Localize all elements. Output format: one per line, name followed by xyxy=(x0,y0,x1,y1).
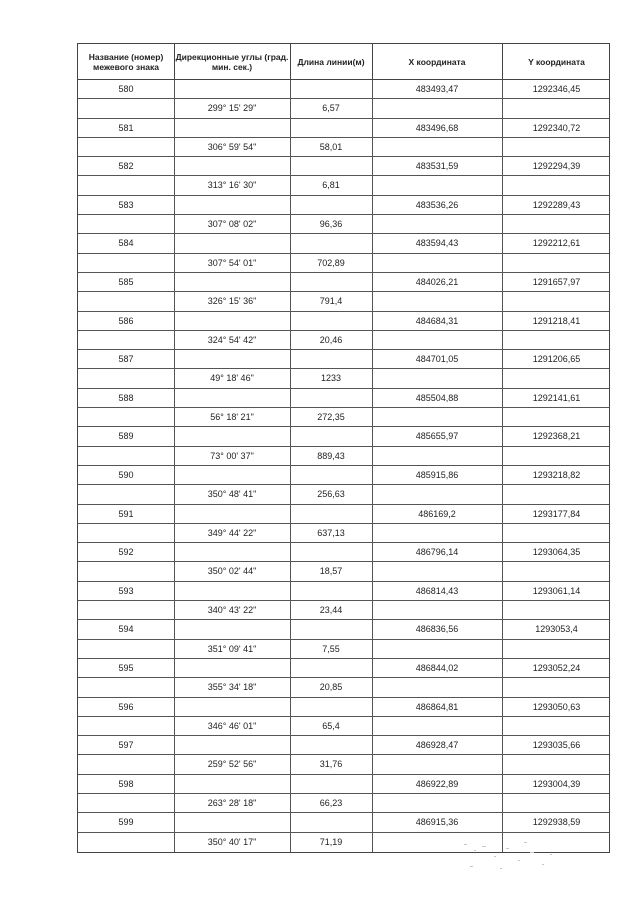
divider xyxy=(174,813,175,831)
divider xyxy=(502,717,503,735)
x-coordinate: 485915,86 xyxy=(415,469,459,480)
divider xyxy=(372,601,373,619)
y-coordinate: 1293064,35 xyxy=(532,547,581,558)
y-coordinate: 1292289,43 xyxy=(532,199,581,210)
x-coordinate: 486836,56 xyxy=(415,624,459,635)
table-row-segment xyxy=(78,292,609,311)
table-row-point xyxy=(78,427,609,446)
table-row-segment xyxy=(78,215,609,234)
divider xyxy=(502,292,503,310)
divider xyxy=(290,389,291,407)
divider xyxy=(502,254,503,272)
divider xyxy=(174,505,175,523)
table-row-segment xyxy=(78,562,609,581)
divider xyxy=(174,582,175,600)
divider xyxy=(372,331,373,349)
line-length: 66,23 xyxy=(319,797,343,808)
line-length: 65,4 xyxy=(322,720,340,731)
point-name: 582 xyxy=(118,161,134,172)
table-row-point xyxy=(78,659,609,678)
line-length: 256,63 xyxy=(317,489,345,500)
direction-angle: 259° 52' 56" xyxy=(207,759,257,770)
divider xyxy=(290,736,291,754)
divider xyxy=(372,640,373,658)
divider xyxy=(290,196,291,214)
divider xyxy=(372,138,373,156)
table-row-point xyxy=(78,582,609,601)
x-coordinate: 486864,81 xyxy=(415,701,459,712)
point-name: 592 xyxy=(118,547,134,558)
divider xyxy=(174,620,175,638)
direction-angle: 340° 43' 22" xyxy=(207,605,257,616)
point-name: 587 xyxy=(118,354,134,365)
point-name: 598 xyxy=(118,778,134,789)
line-length: 71,19 xyxy=(319,836,343,847)
divider xyxy=(372,408,373,426)
table-row-segment xyxy=(78,138,609,157)
x-coordinate: 484026,21 xyxy=(415,276,459,287)
x-coordinate: 486796,14 xyxy=(415,547,459,558)
y-coordinate: 1293177,84 xyxy=(532,508,581,519)
divider xyxy=(502,215,503,233)
divider xyxy=(502,176,503,194)
table-row-segment xyxy=(78,640,609,659)
y-coordinate: 1291218,41 xyxy=(532,315,581,326)
x-coordinate: 485504,88 xyxy=(415,392,459,403)
table-row-segment xyxy=(78,794,609,813)
x-coordinate: 486814,43 xyxy=(415,585,459,596)
line-length: 23,44 xyxy=(319,605,343,616)
divider xyxy=(174,157,175,175)
line-length: 18,57 xyxy=(319,566,343,577)
direction-angle: 351° 09' 41" xyxy=(207,643,257,654)
divider xyxy=(174,234,175,252)
divider xyxy=(174,273,175,291)
table-row-point xyxy=(78,119,609,138)
divider xyxy=(372,794,373,812)
table-row-point xyxy=(78,775,609,794)
divider xyxy=(372,562,373,580)
divider xyxy=(502,138,503,156)
y-coordinate: 1292340,72 xyxy=(532,122,581,133)
point-name: 583 xyxy=(118,199,134,210)
divider xyxy=(290,659,291,677)
x-coordinate: 483536,26 xyxy=(415,199,459,210)
line-length: 1233 xyxy=(320,373,342,384)
divider xyxy=(502,485,503,503)
table-row-segment xyxy=(78,331,609,350)
divider xyxy=(290,582,291,600)
table-row-segment xyxy=(78,485,609,504)
direction-angle: 349° 44' 22" xyxy=(207,527,257,538)
header-name: Название (номер) межевого знака xyxy=(88,51,164,72)
divider xyxy=(372,485,373,503)
y-coordinate: 1292368,21 xyxy=(532,431,581,442)
x-coordinate: 484684,31 xyxy=(415,315,459,326)
divider xyxy=(174,389,175,407)
x-coordinate: 486922,89 xyxy=(415,778,459,789)
table-row-point xyxy=(78,80,609,99)
y-coordinate: 1293050,63 xyxy=(532,701,581,712)
point-name: 597 xyxy=(118,740,134,751)
y-coordinate: 1291657,97 xyxy=(532,276,581,287)
divider xyxy=(372,717,373,735)
table-header xyxy=(78,44,609,80)
divider xyxy=(502,369,503,387)
table-row-point xyxy=(78,620,609,639)
point-name: 593 xyxy=(118,585,134,596)
point-name: 599 xyxy=(118,817,134,828)
x-coordinate: 483493,47 xyxy=(415,84,459,94)
y-coordinate: 1293035,66 xyxy=(532,740,581,751)
divider xyxy=(174,196,175,214)
y-coordinate: 1293004,39 xyxy=(532,778,581,789)
table-row-point xyxy=(78,466,609,485)
x-coordinate: 483531,59 xyxy=(415,161,459,172)
line-length: 31,76 xyxy=(319,759,343,770)
divider xyxy=(372,215,373,233)
divider xyxy=(290,427,291,445)
line-length: 637,13 xyxy=(317,527,345,538)
direction-angle: 346° 46' 01" xyxy=(207,720,257,731)
y-coordinate: 1292346,45 xyxy=(532,84,581,94)
divider xyxy=(372,99,373,117)
line-length: 889,43 xyxy=(317,450,345,461)
y-coordinate: 1293052,24 xyxy=(532,662,581,673)
divider xyxy=(372,755,373,773)
direction-angle: 355° 34' 18" xyxy=(207,682,257,693)
point-name: 596 xyxy=(118,701,134,712)
divider xyxy=(174,659,175,677)
line-length: 702,89 xyxy=(317,257,345,268)
divider xyxy=(290,775,291,793)
direction-angle: 350° 40' 17" xyxy=(207,836,257,847)
table-row-point xyxy=(78,157,609,176)
divider xyxy=(502,524,503,542)
table-row-segment xyxy=(78,601,609,620)
x-coordinate: 486844,02 xyxy=(415,662,459,673)
table-row-segment xyxy=(78,408,609,427)
x-coordinate: 484701,05 xyxy=(415,354,459,365)
table-row-segment xyxy=(78,447,609,466)
table-row-point xyxy=(78,196,609,215)
direction-angle: 326° 15' 36" xyxy=(207,296,257,307)
direction-angle: 49° 18' 46" xyxy=(210,373,254,384)
point-name: 595 xyxy=(118,662,134,673)
divider xyxy=(290,620,291,638)
point-name: 581 xyxy=(118,122,134,133)
divider xyxy=(372,447,373,465)
header-y: Y координата xyxy=(528,56,585,67)
divider xyxy=(502,331,503,349)
scan-noise-marks xyxy=(460,838,560,874)
table-row-segment xyxy=(78,176,609,195)
direction-angle: 350° 02' 44" xyxy=(207,566,257,577)
y-coordinate: 1292212,61 xyxy=(532,238,581,249)
table-row-point xyxy=(78,350,609,369)
line-length: 20,85 xyxy=(319,682,343,693)
divider xyxy=(290,80,291,98)
divider xyxy=(502,99,503,117)
divider xyxy=(290,813,291,831)
table-row-point xyxy=(78,389,609,408)
point-name: 589 xyxy=(118,431,134,442)
x-coordinate: 486915,36 xyxy=(415,817,459,828)
divider xyxy=(502,678,503,696)
divider xyxy=(502,794,503,812)
table-row-point xyxy=(78,234,609,253)
divider xyxy=(174,427,175,445)
table-row-point xyxy=(78,273,609,292)
divider xyxy=(372,833,373,852)
header-x: X координата xyxy=(408,56,466,67)
line-length: 7,55 xyxy=(322,643,340,654)
header-length: Длина линии(м) xyxy=(297,56,365,67)
point-name: 584 xyxy=(118,238,134,249)
table-row-segment xyxy=(78,755,609,774)
table-row-segment xyxy=(78,369,609,388)
divider xyxy=(174,775,175,793)
point-name: 580 xyxy=(118,84,134,94)
direction-angle: 324° 54' 42" xyxy=(207,334,257,345)
direction-angle: 307° 08' 02" xyxy=(207,219,257,230)
divider xyxy=(174,698,175,716)
table-row-point xyxy=(78,813,609,832)
y-coordinate: 1291206,65 xyxy=(532,354,581,365)
divider xyxy=(174,736,175,754)
table-row-point xyxy=(78,736,609,755)
point-name: 591 xyxy=(118,508,134,519)
direction-angle: 263° 28' 18" xyxy=(207,797,257,808)
x-coordinate: 483594,43 xyxy=(415,238,459,249)
divider xyxy=(290,234,291,252)
x-coordinate: 485655,97 xyxy=(415,431,459,442)
table-row-segment xyxy=(78,99,609,118)
table-row-segment xyxy=(78,678,609,697)
divider xyxy=(290,505,291,523)
divider xyxy=(290,273,291,291)
divider xyxy=(290,119,291,137)
divider xyxy=(174,119,175,137)
divider xyxy=(290,157,291,175)
point-name: 594 xyxy=(118,624,134,635)
y-coordinate: 1293218,82 xyxy=(532,469,581,480)
direction-angle: 307° 54' 01" xyxy=(207,257,257,268)
direction-angle: 56° 18' 21" xyxy=(210,412,254,423)
divider xyxy=(174,80,175,98)
line-length: 6,81 xyxy=(322,180,340,191)
divider xyxy=(372,369,373,387)
table-row-point xyxy=(78,543,609,562)
y-coordinate: 1292294,39 xyxy=(532,161,581,172)
x-coordinate: 486169,2 xyxy=(418,508,456,519)
y-coordinate: 1293061,14 xyxy=(532,585,581,596)
table-row-segment xyxy=(78,254,609,273)
divider xyxy=(502,601,503,619)
divider xyxy=(290,543,291,561)
header-angle: Дирекционные углы (град. мин. сек.) xyxy=(175,51,289,72)
table-row-point xyxy=(78,312,609,331)
direction-angle: 73° 00' 37" xyxy=(210,450,254,461)
divider xyxy=(502,640,503,658)
point-name: 585 xyxy=(118,276,134,287)
direction-angle: 313° 16' 30" xyxy=(207,180,257,191)
line-length: 272,35 xyxy=(317,412,345,423)
line-length: 791,4 xyxy=(319,296,343,307)
table-body xyxy=(78,80,609,852)
x-coordinate: 483496,68 xyxy=(415,122,459,133)
point-name: 586 xyxy=(118,315,134,326)
divider xyxy=(502,755,503,773)
divider xyxy=(290,698,291,716)
divider xyxy=(372,678,373,696)
divider xyxy=(290,350,291,368)
table-row-point xyxy=(78,698,609,717)
line-length: 96,36 xyxy=(319,219,343,230)
y-coordinate: 1292141,61 xyxy=(532,392,581,403)
divider xyxy=(174,350,175,368)
divider xyxy=(290,466,291,484)
point-name: 590 xyxy=(118,469,134,480)
divider xyxy=(502,562,503,580)
divider xyxy=(372,176,373,194)
y-coordinate: 1292938,59 xyxy=(532,817,581,828)
table-row-segment xyxy=(78,717,609,736)
table-row-segment xyxy=(78,524,609,543)
divider xyxy=(372,292,373,310)
line-length: 6,57 xyxy=(322,103,340,114)
divider xyxy=(502,408,503,426)
divider xyxy=(502,447,503,465)
point-name: 588 xyxy=(118,392,134,403)
direction-angle: 350° 48' 41" xyxy=(207,489,257,500)
direction-angle: 299° 15' 29" xyxy=(207,103,257,114)
table-row-point xyxy=(78,505,609,524)
divider xyxy=(372,254,373,272)
direction-angle: 306° 59' 54" xyxy=(207,141,257,152)
x-coordinate: 486928,47 xyxy=(415,740,459,751)
divider xyxy=(174,312,175,330)
divider xyxy=(174,466,175,484)
boundary-points-table xyxy=(77,43,610,853)
line-length: 58,01 xyxy=(319,141,343,152)
y-coordinate: 1293053,4 xyxy=(535,624,578,635)
divider xyxy=(372,524,373,542)
divider xyxy=(174,543,175,561)
line-length: 20,46 xyxy=(319,334,343,345)
divider xyxy=(290,312,291,330)
